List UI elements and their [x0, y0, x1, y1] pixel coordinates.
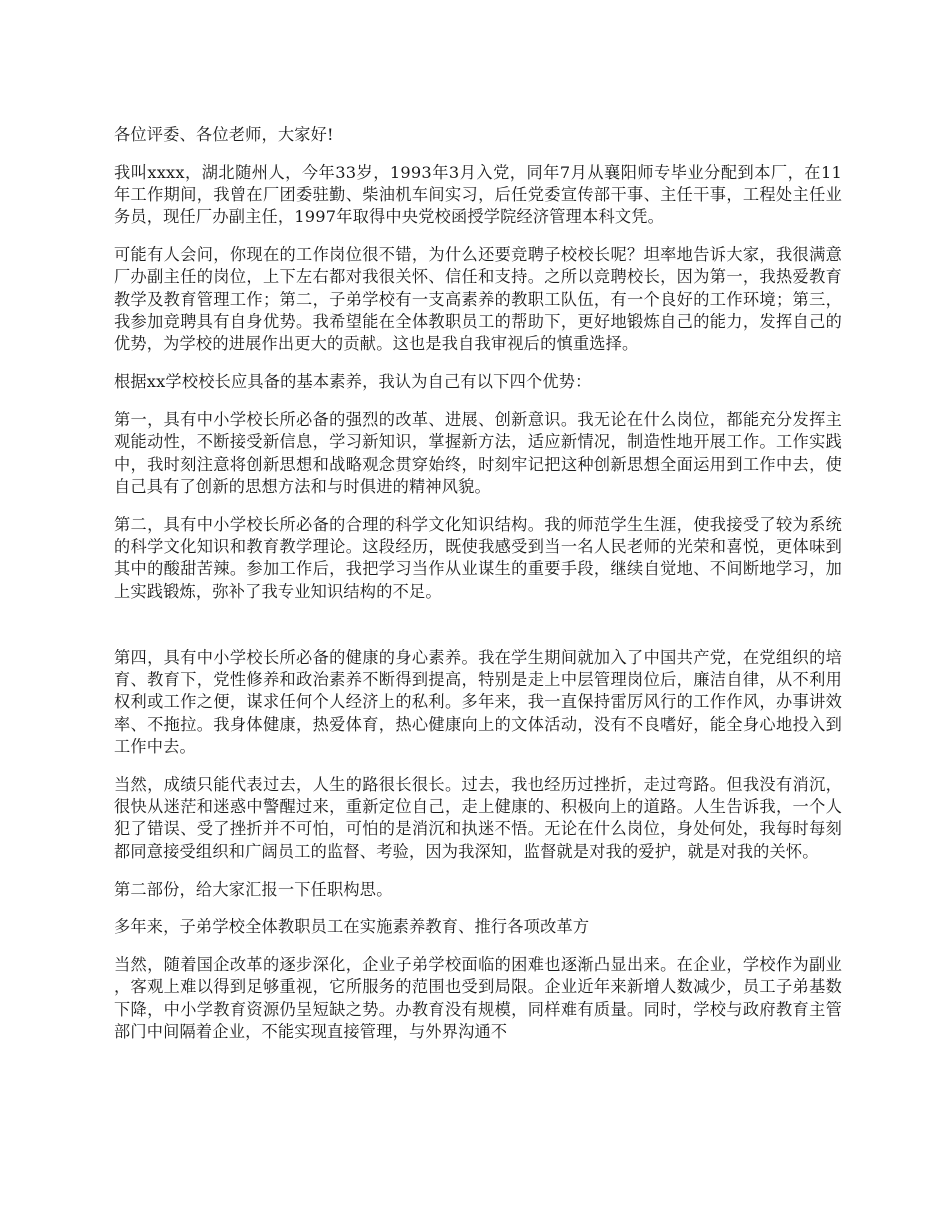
paragraph-greeting: 各位评委、各位老师，大家好!: [114, 125, 334, 144]
paragraph-reflection: 当然，成绩只能代表过去，人生的路很长很长。过去，我也经历过挫折，走过弯路。但我没有消沉，很快从迷茫和迷惑中警醒过来，重新定位自己，走上健康的、积极向上的道路。人生告诉我，一个人犯了错误、受了挫折并不可怕，可怕的是消沉和执迷不悟。无论在什么岗位，身处何处，我每时每刻都同意接受组织和广阔员工的监督、考验，因为我深知，监督就是对我的爱护，就是对我的关怀。: [114, 774, 842, 861]
paragraph-difficulties: 当然，随着国企改革的逐步深化，企业子弟学校面临的困难也逐渐凸显出来。在企业，学校作为副业，客观上难以得到足够重视，它所服务的范围也受到局限。企业近年来新增人数减少，员工子弟基数下降，中小学教育资源仍呈短缺之势。办教育没有规模，同样难有质量。同时，学校与政府教育主管部门中间隔着企业，不能实现直接管理，与外界沟通不: [114, 955, 842, 1041]
paragraph-motivation: 可能有人会问，你现在的工作岗位很不错，为什么还要竞聘子校校长呢？坦率地告诉大家，我很满意厂办副主任的岗位，上下左右都对我很关怀、信任和支持。之所以竞聘校长，因为第一，我热爱教育教学及教育管理工作；第二，子弟学校有一支高素养的教职工队伍，有一个良好的工作环境；第三，我参加竞聘具有自身优势。我希望能在全体教职员工的帮助下，更好地锻炼自己的能力，发挥自己的优势，为学校的进展作出更大的贡献。这也是我自我审视后的慎重选择。: [114, 245, 842, 354]
paragraph-advantage-first: 第一，具有中小学校长所必备的强烈的改革、进展、创新意识。我无论在什么岗位，都能充分发挥主观能动性，不断接受新信息，学习新知识，掌握新方法，适应新情况，制造性地开展工作。工作实践中，我时刻注意将创新思想和战略观念贯穿始终，时刻牢记把这种创新思想全面运用到工作中去，使自己具有了创新的思想方法和与时俱进的精神风貌。: [114, 409, 842, 496]
paragraph-advantage-fourth: 第四，具有中小学校长所必备的健康的身心素养。我在学生期间就加入了中国共产党，在党组织的培育、教育下，党性修养和政治素养不断得到提高，特别是走上中层管理岗位后，廉洁自律，从不利用权利或工作之便，谋求任何个人经济上的私利。多年来，我一直保持雷厉风行的工作作风，办事讲效率、不拖拉。我身体健康，热爱体育，热心健康向上的文体活动，没有不良嗜好，能全身心地投入到工作中去。: [114, 647, 842, 757]
paragraph-part-two-heading: 第二部份，给大家汇报一下任职构思。: [114, 879, 393, 899]
paragraph-self-introduction: 我叫xxxx，湖北随州人，今年33岁，1993年3月入党，同年7月从襄阳师专毕业分配到本厂，在11年工作期间，我曾在厂团委驻勤、柴油机车间实习，后任党委宣传部干事、主任干事，工程处主任业务员，现任厂办副主任，1997年取得中央党校函授学院经济管理本科文凭。: [114, 162, 842, 227]
paragraph-advantage-second: 第二，具有中小学校长所必备的合理的科学文化知识结构。我的师范学生生涯，使我接受了较为系统的科学文化知识和教育教学理论。这段经历，既使我感受到当一名人民老师的光荣和喜悦，更体味到其中的酸甜苦辣。参加工作后，我把学习当作从业谋生的重要手段，继续自觉地、不间断地学习，加上实践锻炼，弥补了我专业知识结构的不足。: [114, 514, 842, 601]
paragraph-reform-fragment: 多年来，子弟学校全体教职员工在实施素养教育、推行各项改革方: [114, 917, 590, 937]
paragraph-advantages-intro: 根据xx学校校长应具备的基本素养，我认为自己有以下四个优势：: [114, 372, 592, 392]
document-body: [114, 124, 842, 1059]
